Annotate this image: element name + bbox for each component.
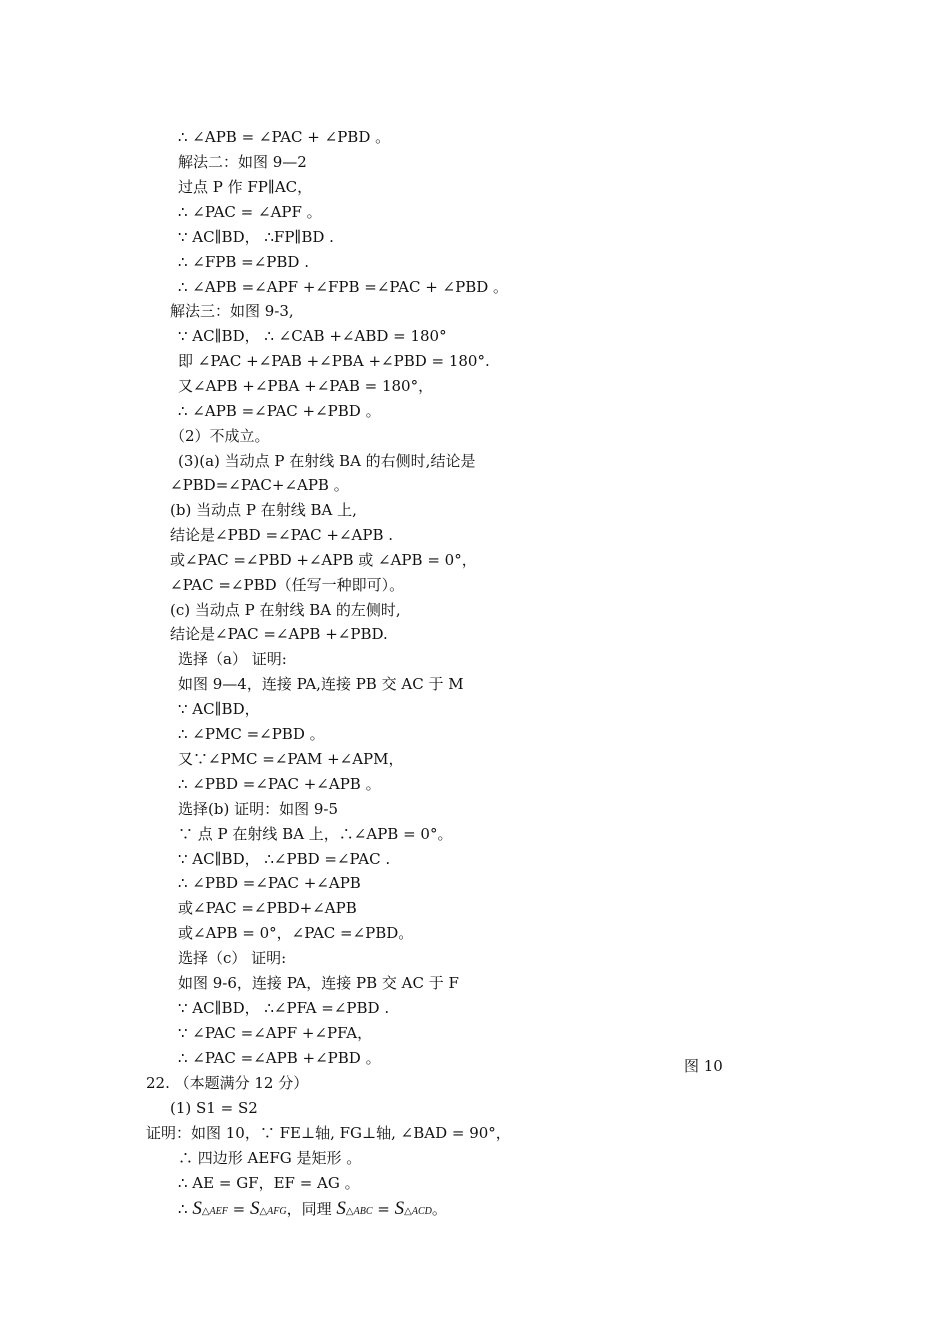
- proof-line: (c) 当动点 P 在射线 BA 的左侧时,: [170, 601, 401, 619]
- proof-line: 结论是∠PAC =∠APB +∠PBD.: [170, 625, 388, 643]
- proof-line: 或∠PAC =∠PBD+∠APB: [178, 899, 357, 917]
- proof-line: 证明：如图 10，∵ FE⊥轴, FG⊥轴, ∠BAD = 90°，: [146, 1124, 511, 1142]
- proof-line: ∴ ∠APB =∠APF +∠FPB =∠PAC + ∠PBD 。: [178, 278, 509, 296]
- area-equality-line: ∴ S△AEF = S△AFG，同理 S△ABC = S△ACD。: [178, 1198, 447, 1219]
- proof-line: ∵ 点 P 在射线 BA 上，∴∠APB = 0°。: [178, 825, 453, 843]
- proof-line: 结论是∠PBD =∠PAC +∠APB .: [170, 526, 394, 544]
- proof-line: ∵ AC∥BD， ∴ ∠CAB +∠ABD = 180°: [178, 327, 447, 345]
- proof-line: 或∠APB = 0°，∠PAC =∠PBD。: [178, 924, 414, 942]
- proof-line: 又∠APB +∠PBA +∠PAB = 180°，: [178, 377, 434, 395]
- proof-line: （2）不成立。: [170, 427, 270, 445]
- proof-line: 选择（a） 证明:: [178, 650, 287, 668]
- figure-label: 图 10: [684, 1057, 723, 1075]
- proof-line: ∴ 四边形 AEFG 是矩形 。: [178, 1149, 362, 1167]
- proof-line: 如图 9—4，连接 PA,连接 PB 交 AC 于 M: [178, 675, 464, 693]
- proof-line: (3)(a) 当动点 P 在射线 BA 的右侧时,结论是: [178, 452, 476, 470]
- proof-line: 或∠PAC =∠PBD +∠APB 或 ∠APB = 0°，: [170, 551, 477, 569]
- proof-line: ∴ ∠APB = ∠PAC + ∠PBD 。: [178, 128, 391, 146]
- proof-line: ∵ AC∥BD， ∴∠PBD =∠PAC .: [178, 850, 391, 868]
- proof-line: (1) S1 = S2: [170, 1099, 258, 1117]
- proof-line: ∴ ∠PBD =∠PAC +∠APB 。: [178, 775, 381, 793]
- proof-line: ∠PAC =∠PBD（任写一种即可）。: [170, 576, 405, 594]
- proof-line: 解法二：如图 9—2: [178, 153, 307, 171]
- proof-line: ∵ AC∥BD， ∴FP∥BD .: [178, 228, 334, 246]
- proof-line: 又∵∠PMC =∠PAM +∠APM，: [178, 750, 404, 768]
- proof-line: ∵ AC∥BD，: [178, 700, 260, 718]
- proof-line: ∴ ∠PAC =∠APB +∠PBD 。: [178, 1049, 381, 1067]
- question-header: 22. （本题满分 12 分）: [146, 1074, 309, 1092]
- proof-line: ∴ ∠APB =∠PAC +∠PBD 。: [178, 402, 381, 420]
- proof-line: ∴ ∠PMC =∠PBD 。: [178, 725, 325, 743]
- proof-line: 选择(b) 证明：如图 9-5: [178, 800, 338, 818]
- proof-line: ∴ AE = GF，EF = AG 。: [178, 1174, 360, 1192]
- proof-line: ∠PBD=∠PAC+∠APB 。: [170, 476, 349, 494]
- proof-line: ∴ ∠PAC = ∠APF 。: [178, 203, 322, 221]
- proof-line: 选择（c） 证明:: [178, 949, 287, 967]
- proof-line: ∴ ∠PBD =∠PAC +∠APB: [178, 874, 361, 892]
- proof-line: 解法三：如图 9-3,: [170, 302, 294, 320]
- proof-line: ∵ ∠PAC =∠APF +∠PFA，: [178, 1024, 373, 1042]
- proof-line: 如图 9-6，连接 PA，连接 PB 交 AC 于 F: [178, 974, 459, 992]
- proof-line: 过点 P 作 FP∥AC，: [178, 178, 313, 196]
- proof-line: ∴ ∠FPB =∠PBD .: [178, 253, 309, 271]
- proof-line: (b) 当动点 P 在射线 BA 上,: [170, 501, 357, 519]
- proof-line: ∵ AC∥BD， ∴∠PFA =∠PBD .: [178, 999, 390, 1017]
- proof-line: 即 ∠PAC +∠PAB +∠PBA +∠PBD = 180°.: [178, 352, 490, 370]
